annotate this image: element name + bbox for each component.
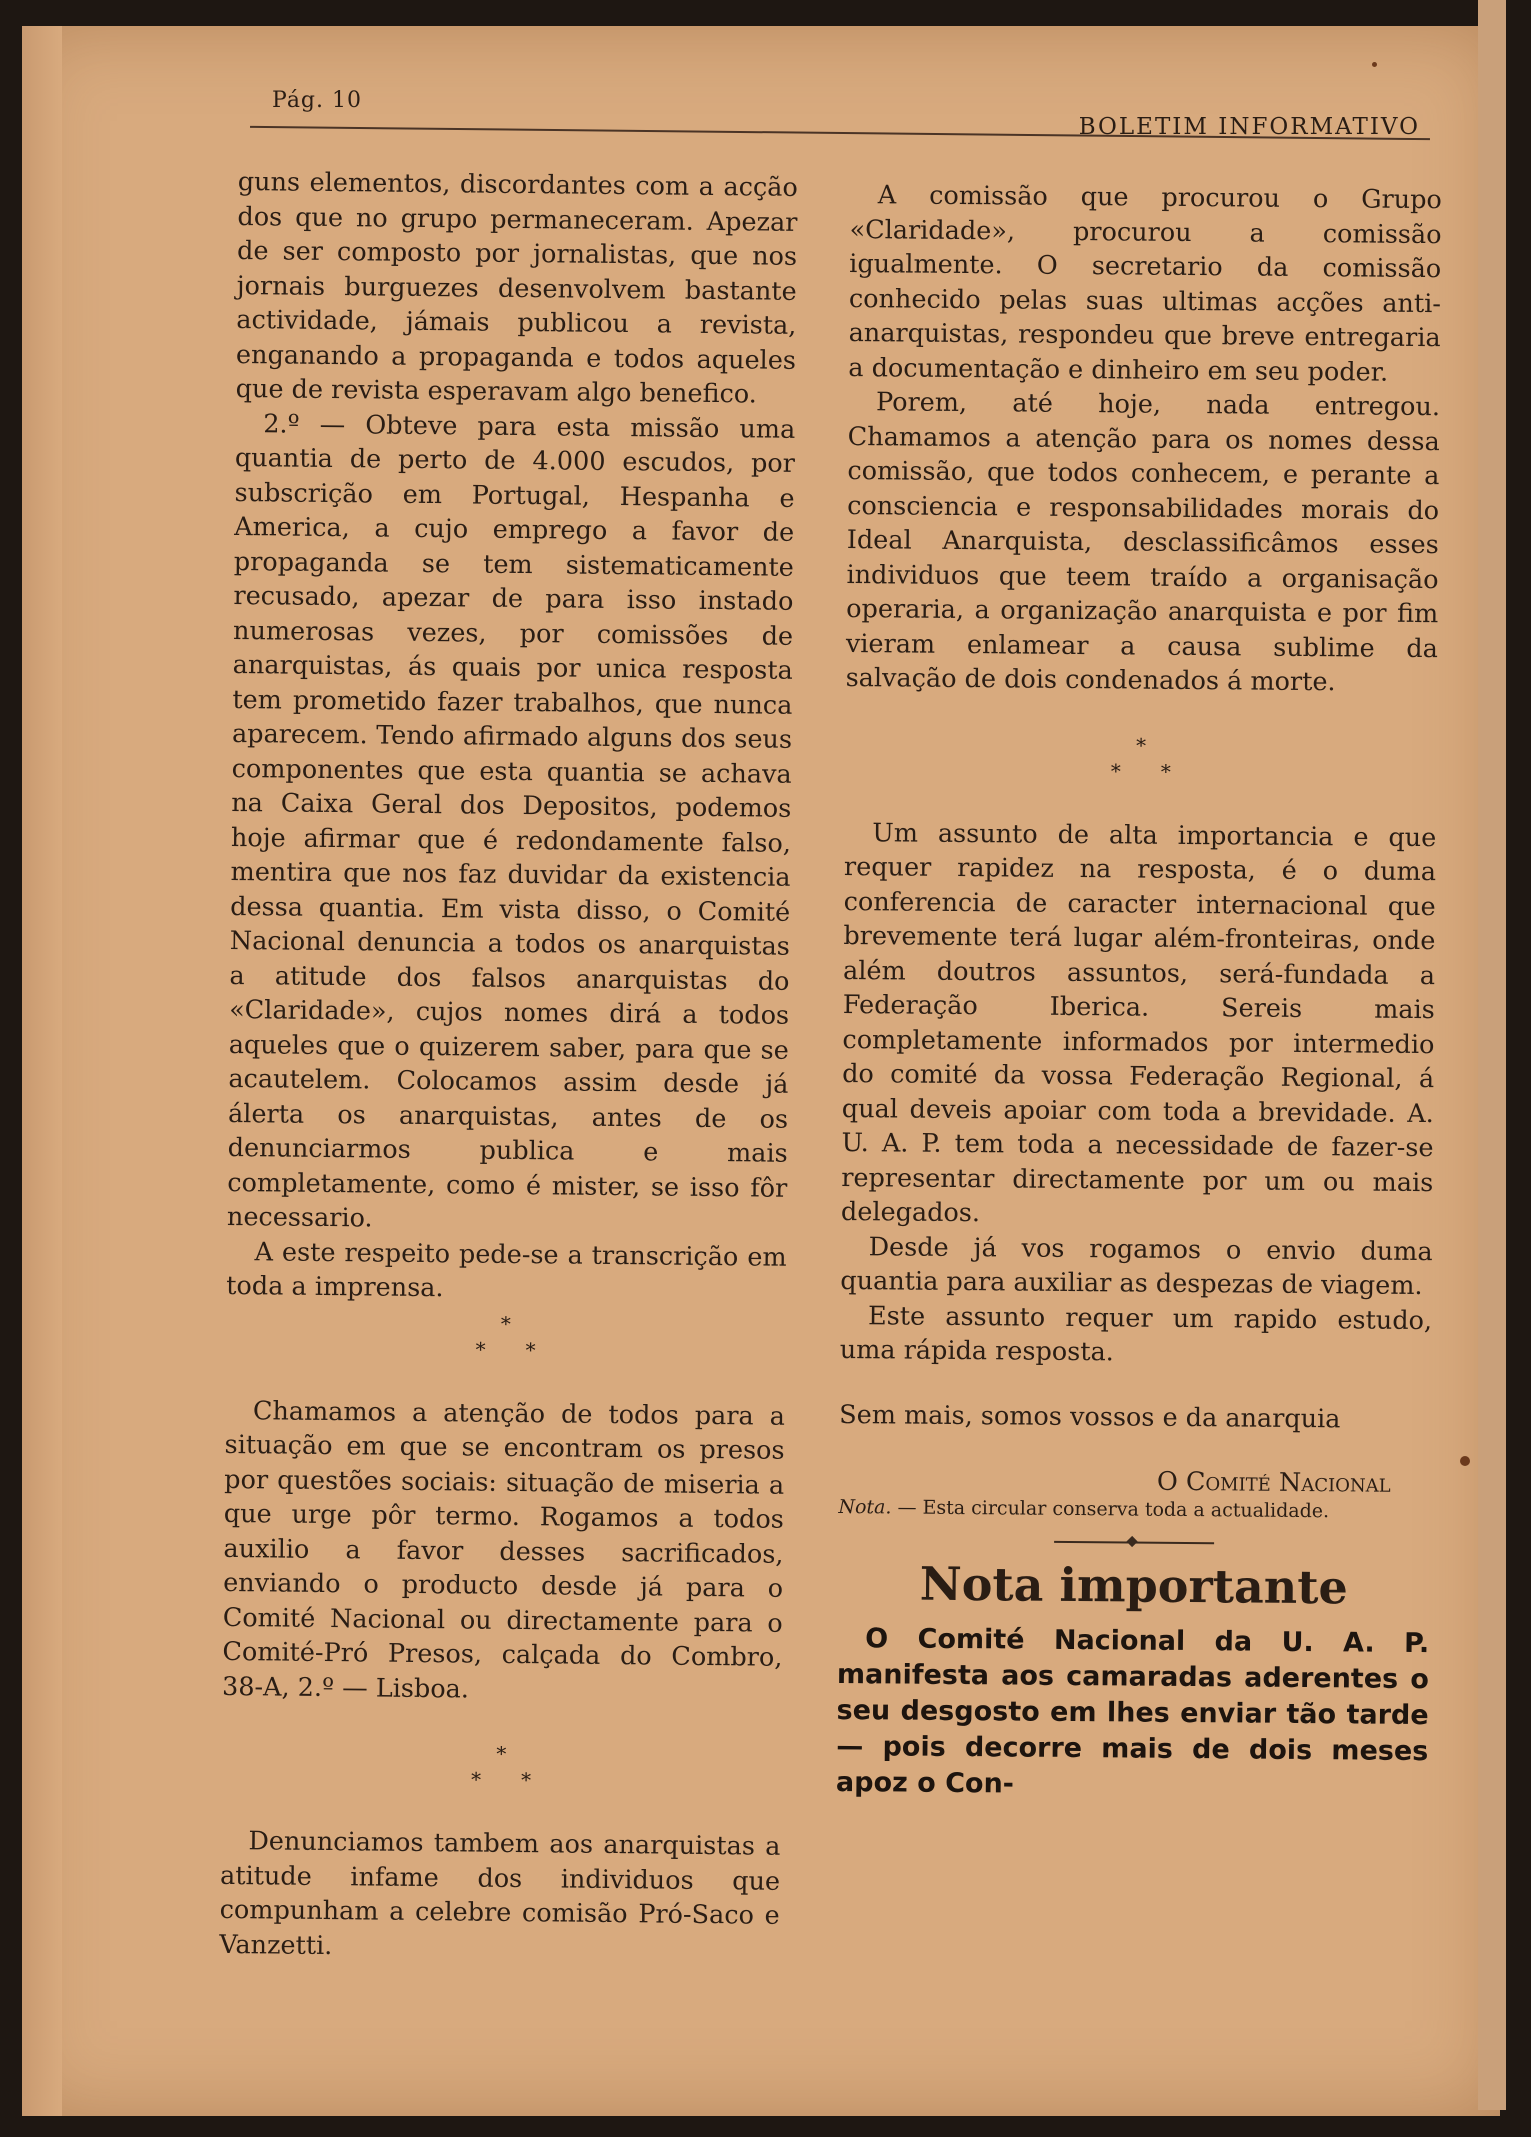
ink-spot xyxy=(1372,62,1377,67)
asterism xyxy=(221,1738,782,1796)
nota-importante-text: O Comité Nacional da U. A. P. manifesta aos camaradas aderentes o seu desgosto em lhes enviar tão tarde — pois decorre mais de dois meses apoz o Con- xyxy=(835,1622,1430,1799)
nota-importante-body xyxy=(836,1620,1430,1805)
nota-importante-heading: Nota importante xyxy=(919,1556,1348,1614)
left-column xyxy=(219,165,798,1968)
nota-label: Nota. xyxy=(838,1495,892,1518)
left-paragraph-1: guns elementos, discordantes com a acção dos que no grupo permaneceram. Apezar de ser composto por jornalistas, que nos jornais burguezes desenvolvem bastante actividade, jámais publicou a revista, enganando a propaganda e todos aqueles que de revista esperavam algo benefico. xyxy=(235,166,798,410)
publication-title: BOLETIM INFORMATIVO xyxy=(1078,114,1420,140)
right-paragraph-1: A comissão que procurou o Grupo «Claridade», procurou a comissão igualmente. O secretario da comissão conhecido pelas suas ultimas acções anti-anarquistas, respondeu que breve entregaria a documentação e dinheiro em seu poder. xyxy=(848,180,1442,388)
left-paragraph-2: 2.º — Obteve para esta missão uma quantia de perto de 4.000 escudos, por subscrição em Portugal, Hespanha e America, a cujo emprego a favor de propaganda se tem sistematicamente recusado, apezar de para isso instado numerosas vezes, por comissões de anarquistas, ás quais por unica resposta tem prometido fazer trabalhos, que nunca aparecem. Tendo afirmado alguns dos seus componentes que esta quantia se achava na Caixa Geral dos Depositos, podemos hoje afirmar que é redondamente falso, mentira que nos faz duvidar da existencia dessa quantia. Em vista disso, o Comité Nacional denuncia a todos os anarquistas a atitude dos falsos anarquistas do «Claridade», cujos nomes dirá a todos aqueles que o quizerem saber, para que se acautelem. Colocamos assim desde já álerta os anarquistas, antes de os denunciarmos publica e mais completamente, como é mister, se isso fôr necessario. xyxy=(226,408,796,1234)
right-paragraph-2: Porem, até hoje, nada entregou. Chamamos a atenção para os nomes dessa comissão, que todos conhecem, e perante a consciencia e responsabilidades morais do Ideal Anarquista, desclassificâmos esses individuos que teem traído a organisação operaria, a organização anarquista e por fim vieram enlamear a causa sublime da salvação de dois condenados á morte. xyxy=(845,387,1441,698)
nota-text: — Esta circular conserva toda a actualidade. xyxy=(897,1495,1330,1522)
asterism-right: * xyxy=(525,1337,576,1363)
asterism-right: * xyxy=(520,1768,572,1793)
right-paragraph-5: Este assunto requer um rapido estudo, uma rápida resposta. xyxy=(839,1300,1433,1368)
right-paragraph-4: Desde já vos rogamos o envio duma quantia para auxiliar as despezas de viagem. xyxy=(840,1231,1433,1302)
section-divider xyxy=(1054,1540,1214,1543)
next-page-edge xyxy=(1478,0,1506,2110)
page-header xyxy=(250,70,1430,150)
closing-line: Sem mais, somos vossos e da anarquia xyxy=(839,1399,1341,1434)
right-column xyxy=(836,178,1442,1806)
asterism-right: * xyxy=(1160,759,1211,784)
signature: O Comité Nacional xyxy=(1156,1466,1391,1499)
left-paragraph-3: A este respeito pede-se a transcrição em toda a imprensa. xyxy=(226,1236,787,1304)
left-paragraph-5: Denunciamos tambem aos anarquistas a atitude infame dos individuos que compunham a celebre comisão Pró-Saco e Vanzetti. xyxy=(219,1826,781,1961)
page-edge xyxy=(22,26,62,2116)
asterism xyxy=(845,729,1437,786)
asterism-top: * xyxy=(496,1741,507,1766)
asterism-left: * xyxy=(475,1337,526,1362)
asterism-left: * xyxy=(470,1767,522,1793)
asterism-left: * xyxy=(1110,758,1161,784)
asterism-top: * xyxy=(1135,733,1147,758)
asterism-top: * xyxy=(500,1311,512,1336)
page-number: Pág. 10 xyxy=(272,88,362,113)
ink-spot xyxy=(1460,1456,1470,1466)
asterism xyxy=(225,1307,786,1365)
right-paragraph-3: Um assunto de alta importancia e que requer rapidez na resposta, é o duma conferencia de caracter internacional que brevemente terá lugar além-fronteiras, onde além doutros assuntos, será-fundada a Federação Iberica. Sereis mais completamente informados por intermedio do comité da vossa Federação Regional, á qual deveis apoiar com toda a brevidade. A. U. A. P. tem toda a necessidade de fazer-se representar directamente por um ou mais delegados. xyxy=(840,817,1437,1229)
left-paragraph-4: Chamamos a atenção de todos para a situação em que se encontram os presos por questões sociais: situação de miseria a que urge pôr termo. Rogamos a todos auxilio a favor desses sacrificados, enviando o producto desde já para o Comité Nacional ou directamente para o Comité-Pró Presos, calçada do Combro, 38-A, 2.º — Lisboa. xyxy=(221,1395,786,1705)
